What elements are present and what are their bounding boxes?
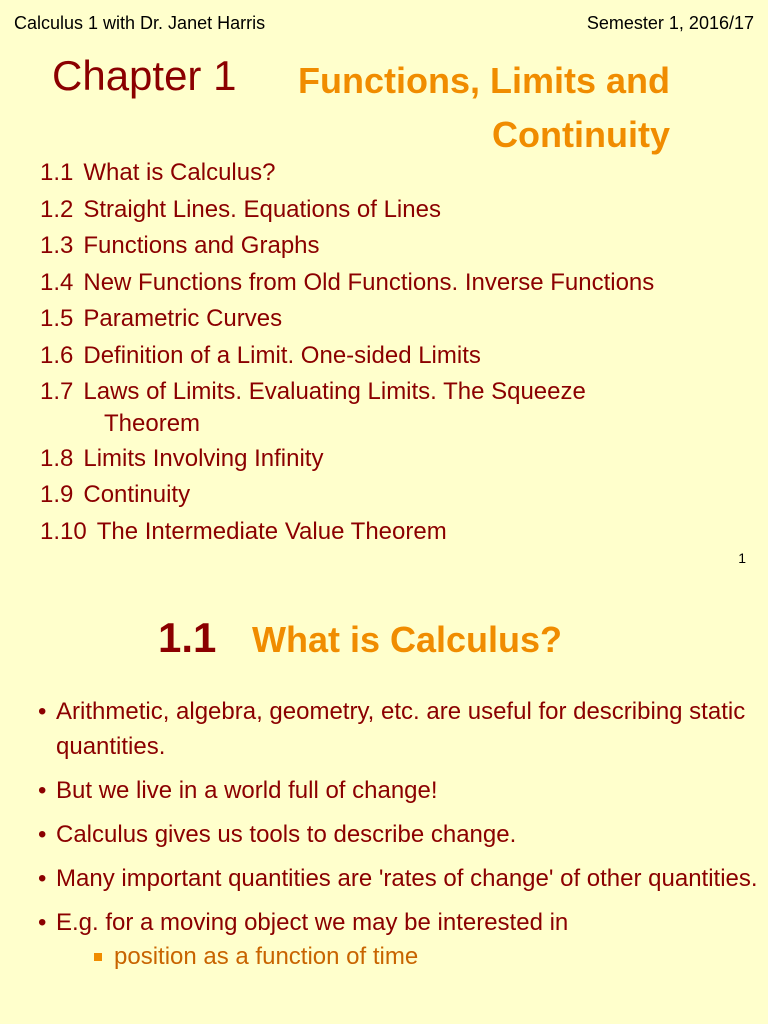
toc-item — [40, 338, 760, 375]
bullet-text: Arithmetic, algebra, geometry, etc. are useful for describing static quantities. — [56, 698, 746, 760]
toc-item — [40, 301, 760, 338]
toc-title: What is Calculus? — [83, 159, 276, 186]
toc-number: 1.10 — [40, 517, 87, 545]
toc-item — [40, 228, 760, 265]
toc-number: 1.9 — [40, 481, 74, 508]
toc-item — [40, 477, 760, 514]
toc-title: The Intermediate Value Theorem — [96, 517, 447, 545]
square-bullet-icon — [94, 953, 102, 961]
bullet-dot-icon: • — [38, 777, 47, 804]
toc-number: 1.6 — [40, 341, 74, 369]
bullet-text: Calculus gives us tools to describe change. — [56, 821, 517, 848]
toc-number: 1.3 — [40, 232, 74, 259]
bullet-item — [38, 694, 758, 764]
bullet-dot-icon: • — [38, 865, 47, 892]
bullet-text: But we live in a world full of change! — [56, 777, 438, 804]
course-title: Calculus 1 with Dr. Janet Harris — [14, 13, 266, 33]
sub-bullet-item — [38, 940, 758, 974]
toc-title: Functions and Graphs — [83, 232, 320, 259]
table-of-contents — [40, 155, 760, 550]
toc-title: New Functions from Old Functions. Inverse Functions — [83, 268, 655, 296]
toc-title-continuation: Theorem — [104, 409, 201, 437]
toc-title: Definition of a Limit. One-sided Limits — [83, 341, 481, 369]
section-title: What is Calculus? — [252, 619, 563, 660]
toc-title: Limits Involving Infinity — [83, 444, 324, 472]
toc-number: 1.7 — [40, 378, 74, 405]
toc-item — [40, 514, 760, 551]
page-header — [0, 0, 768, 40]
chapter-label: Chapter 1 — [52, 52, 237, 99]
bullet-dot-icon: • — [38, 909, 47, 936]
semester-label: Semester 1, 2016/17 — [586, 13, 754, 33]
page-number: 1 — [738, 550, 746, 566]
toc-number: 1.5 — [40, 305, 74, 332]
toc-item — [40, 192, 760, 229]
toc-title: Continuity — [83, 481, 191, 508]
bullet-text: E.g. for a moving object we may be interested in — [56, 909, 569, 936]
toc-title: Laws of Limits. Evaluating Limits. The Squeeze — [83, 378, 586, 405]
bullet-item — [38, 861, 758, 896]
toc-title: Parametric Curves — [83, 305, 283, 332]
toc-number: 1.4 — [40, 268, 74, 296]
toc-number: 1.2 — [40, 195, 74, 223]
toc-title: Straight Lines. Equations of Lines — [83, 195, 441, 223]
toc-item — [40, 155, 760, 192]
toc-number: 1.1 — [40, 159, 74, 186]
sub-bullet-text: position as a function of time — [114, 943, 419, 970]
toc-item — [40, 374, 760, 441]
bullet-item — [38, 905, 758, 940]
bullet-list — [38, 694, 758, 974]
section-number: 1.1 — [158, 614, 217, 661]
toc-item — [40, 265, 760, 302]
chapter-title: Functions, Limits and Continuity — [297, 60, 670, 155]
bullet-dot-icon: • — [38, 698, 47, 725]
bullet-text: Many important quantities are 'rates of change' of other quantities. — [56, 865, 758, 892]
toc-number: 1.8 — [40, 444, 74, 472]
toc-item — [40, 441, 760, 478]
bullet-dot-icon: • — [38, 821, 47, 848]
bullet-item — [38, 817, 758, 852]
bullet-item — [38, 773, 758, 808]
